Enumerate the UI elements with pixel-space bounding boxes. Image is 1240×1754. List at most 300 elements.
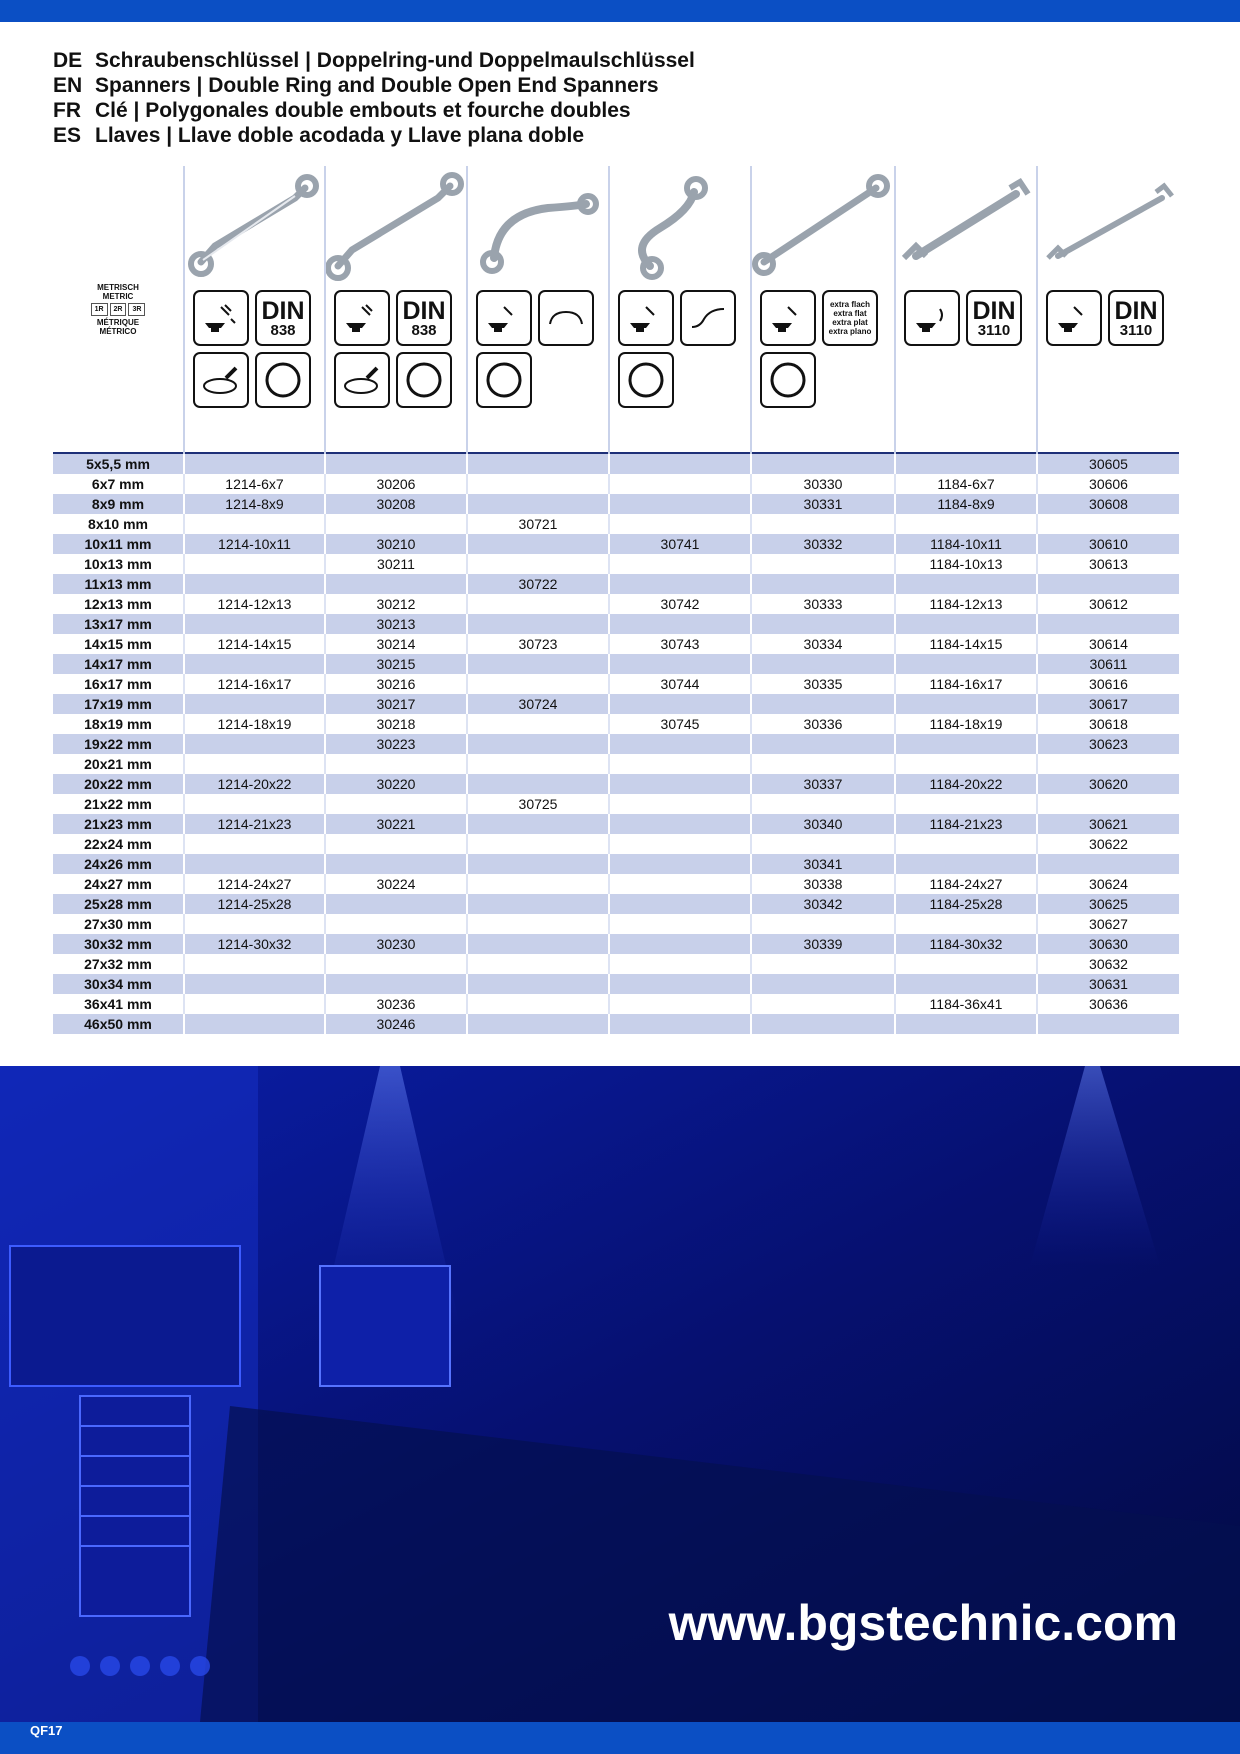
table-row xyxy=(53,494,1179,514)
article-number-cell: 30743 xyxy=(609,634,751,654)
table-row xyxy=(53,914,1179,934)
article-number-cell xyxy=(609,874,751,894)
article-number-cell: 30337 xyxy=(751,774,895,794)
article-number-cell xyxy=(467,474,609,494)
article-number-cell xyxy=(609,914,751,934)
table-row xyxy=(53,734,1179,754)
article-number-cell xyxy=(609,574,751,594)
article-number-cell xyxy=(609,1014,751,1034)
article-number-cell xyxy=(751,754,895,774)
article-number-cell xyxy=(609,554,751,574)
size-cell: 8x9 mm xyxy=(53,494,184,514)
article-number-cell: 30636 xyxy=(1037,994,1179,1014)
table-row xyxy=(53,854,1179,874)
slim-double-open-end-spanner-image xyxy=(1038,166,1179,286)
size-cell: 36x41 mm xyxy=(53,994,184,1014)
article-number-cell: 1214-12x13 xyxy=(184,594,325,614)
article-number-cell xyxy=(895,794,1037,814)
table-header-row xyxy=(53,166,1179,453)
article-number-cell xyxy=(751,1014,895,1034)
metric-badge: METRISCH METRIC 1R 2R 3R MÉTRIQUE MÉTRICO xyxy=(53,283,183,336)
table-row xyxy=(53,634,1179,654)
article-number-cell xyxy=(609,854,751,874)
article-number-cell: 30246 xyxy=(325,1014,467,1034)
article-number-cell: 30215 xyxy=(325,654,467,674)
din-838-badge: DIN 838 xyxy=(396,290,452,346)
column-head-4 xyxy=(609,166,751,453)
article-number-cell xyxy=(895,574,1037,594)
article-number-cell xyxy=(1037,1014,1179,1034)
article-number-cell: 1184-25x28 xyxy=(895,894,1037,914)
article-number-cell xyxy=(1037,574,1179,594)
article-number-cell xyxy=(895,654,1037,674)
article-number-cell xyxy=(184,554,325,574)
size-cell: 46x50 mm xyxy=(53,1014,184,1034)
article-number-cell xyxy=(325,514,467,534)
article-number-cell: 1184-30x32 xyxy=(895,934,1037,954)
article-number-cell xyxy=(184,834,325,854)
twelve-point-ring-icon xyxy=(618,352,674,408)
forged-anvil-icon xyxy=(1046,290,1102,346)
article-number-cell: 30218 xyxy=(325,714,467,734)
bottom-brand-bar xyxy=(0,1722,1240,1754)
article-number-cell xyxy=(325,574,467,594)
article-number-cell xyxy=(895,694,1037,714)
article-number-cell xyxy=(751,794,895,814)
size-cell: 10x13 mm xyxy=(53,554,184,574)
extra-flat-ring-spanner-image xyxy=(752,166,894,286)
size-cell: 6x7 mm xyxy=(53,474,184,494)
size-cell: 27x30 mm xyxy=(53,914,184,934)
article-number-cell xyxy=(609,934,751,954)
article-number-cell: 1184-10x13 xyxy=(895,554,1037,574)
column-head-3 xyxy=(467,166,609,453)
article-number-cell xyxy=(751,514,895,534)
article-number-cell xyxy=(184,914,325,934)
article-number-cell: 30624 xyxy=(1037,874,1179,894)
size-cell: 24x27 mm xyxy=(53,874,184,894)
article-number-cell: 30612 xyxy=(1037,594,1179,614)
s-shaped-ring-spanner-image xyxy=(610,166,750,286)
article-number-cell: 30745 xyxy=(609,714,751,734)
article-number-cell: 1184-10x11 xyxy=(895,534,1037,554)
article-number-cell: 30217 xyxy=(325,694,467,714)
size-cell: 27x32 mm xyxy=(53,954,184,974)
size-cell: 12x13 mm xyxy=(53,594,184,614)
article-number-cell: 30742 xyxy=(609,594,751,614)
column-head-2 xyxy=(325,166,467,453)
article-number-cell xyxy=(325,894,467,914)
article-number-cell: 30333 xyxy=(751,594,895,614)
article-number-cell xyxy=(467,534,609,554)
table-row xyxy=(53,614,1179,634)
article-number-cell xyxy=(467,754,609,774)
table-row xyxy=(53,834,1179,854)
offset-ring-icon xyxy=(193,352,249,408)
table-row xyxy=(53,934,1179,954)
size-cell: 21x23 mm xyxy=(53,814,184,834)
article-number-cell: 30627 xyxy=(1037,914,1179,934)
forged-anvil-icon xyxy=(618,290,674,346)
article-number-cell: 30631 xyxy=(1037,974,1179,994)
size-cell: 22x24 mm xyxy=(53,834,184,854)
column-head-6 xyxy=(895,166,1037,453)
article-number-cell: 1214-16x17 xyxy=(184,674,325,694)
article-number-cell xyxy=(467,874,609,894)
article-number-cell xyxy=(609,974,751,994)
article-number-cell xyxy=(184,974,325,994)
article-number-cell xyxy=(609,494,751,514)
table-row xyxy=(53,674,1179,694)
article-number-cell xyxy=(467,674,609,694)
article-number-cell: 30617 xyxy=(1037,694,1179,714)
table-row xyxy=(53,894,1179,914)
size-cell: 10x11 mm xyxy=(53,534,184,554)
article-number-cell: 30721 xyxy=(467,514,609,534)
table-row xyxy=(53,554,1179,574)
forged-anvil-icon xyxy=(760,290,816,346)
article-number-cell xyxy=(184,754,325,774)
article-number-cell: 1184-12x13 xyxy=(895,594,1037,614)
website-url[interactable]: www.bgstechnic.com xyxy=(668,1595,1178,1651)
offset-ring-icon xyxy=(334,352,390,408)
article-number-cell: 30625 xyxy=(1037,894,1179,914)
article-number-cell xyxy=(1037,854,1179,874)
table-row xyxy=(53,954,1179,974)
article-number-cell xyxy=(325,914,467,934)
double-ring-deep-offset-spanner-image xyxy=(326,166,466,286)
article-number-cell xyxy=(609,453,751,474)
din-3110-badge: DIN 3110 xyxy=(1108,290,1164,346)
article-number-cell: 30725 xyxy=(467,794,609,814)
article-number-cell: 30744 xyxy=(609,674,751,694)
article-number-cell: 1214-24x27 xyxy=(184,874,325,894)
article-number-cell xyxy=(467,934,609,954)
article-number-cell xyxy=(895,514,1037,534)
article-number-cell: 1184-21x23 xyxy=(895,814,1037,834)
article-number-cell: 30621 xyxy=(1037,814,1179,834)
table-row xyxy=(53,994,1179,1014)
article-number-cell xyxy=(184,694,325,714)
article-number-cell xyxy=(325,954,467,974)
article-number-cell: 30618 xyxy=(1037,714,1179,734)
article-number-cell: 30608 xyxy=(1037,494,1179,514)
article-number-cell: 30334 xyxy=(751,634,895,654)
article-number-cell xyxy=(467,954,609,974)
article-number-cell xyxy=(467,834,609,854)
article-number-cell xyxy=(467,774,609,794)
article-number-cell: 30632 xyxy=(1037,954,1179,974)
table-row xyxy=(53,714,1179,734)
article-number-cell: 30723 xyxy=(467,634,609,654)
article-number-cell: 1214-14x15 xyxy=(184,634,325,654)
article-number-cell xyxy=(1037,794,1179,814)
article-number-cell: 30330 xyxy=(751,474,895,494)
article-number-cell: 30741 xyxy=(609,534,751,554)
half-moon-shape-icon xyxy=(538,290,594,346)
article-number-cell: 30224 xyxy=(325,874,467,894)
article-number-cell xyxy=(895,754,1037,774)
size-cell: 18x19 mm xyxy=(53,714,184,734)
table-row xyxy=(53,654,1179,674)
size-cell: 5x5,5 mm xyxy=(53,453,184,474)
article-number-cell: 1214-10x11 xyxy=(184,534,325,554)
size-cell: 14x15 mm xyxy=(53,634,184,654)
article-number-cell xyxy=(325,453,467,474)
article-number-cell xyxy=(609,614,751,634)
article-number-cell xyxy=(184,514,325,534)
article-number-cell xyxy=(325,794,467,814)
article-number-cell xyxy=(895,1014,1037,1034)
article-number-cell xyxy=(895,854,1037,874)
article-number-cell: 1184-36x41 xyxy=(895,994,1037,1014)
forged-anvil-icon xyxy=(334,290,390,346)
article-number-cell: 30336 xyxy=(751,714,895,734)
article-number-cell xyxy=(609,954,751,974)
half-moon-ring-spanner-image xyxy=(468,166,608,286)
size-cell: 24x26 mm xyxy=(53,854,184,874)
article-number-cell xyxy=(467,594,609,614)
top-brand-bar xyxy=(0,0,1240,22)
article-number-cell: 30340 xyxy=(751,814,895,834)
article-number-cell xyxy=(895,734,1037,754)
article-number-cell: 30724 xyxy=(467,694,609,714)
article-number-cell xyxy=(184,654,325,674)
article-number-cell: 30614 xyxy=(1037,634,1179,654)
article-number-cell xyxy=(895,834,1037,854)
article-number-cell: 1214-25x28 xyxy=(184,894,325,914)
twelve-point-ring-icon xyxy=(760,352,816,408)
size-cell: 19x22 mm xyxy=(53,734,184,754)
article-number-cell: 30216 xyxy=(325,674,467,694)
article-number-cell: 30339 xyxy=(751,934,895,954)
article-number-cell xyxy=(609,754,751,774)
article-number-cell: 30606 xyxy=(1037,474,1179,494)
table-row xyxy=(53,514,1179,534)
article-number-cell xyxy=(184,854,325,874)
forged-anvil-icon xyxy=(193,290,249,346)
article-number-cell: 30236 xyxy=(325,994,467,1014)
article-number-cell: 1184-20x22 xyxy=(895,774,1037,794)
size-cell: 25x28 mm xyxy=(53,894,184,914)
article-number-cell xyxy=(325,974,467,994)
article-number-cell xyxy=(751,614,895,634)
size-cell: 21x22 mm xyxy=(53,794,184,814)
article-number-cell: 30342 xyxy=(751,894,895,914)
column-head-1 xyxy=(184,166,325,453)
article-number-cell xyxy=(184,794,325,814)
article-number-cell xyxy=(467,614,609,634)
article-number-cell xyxy=(467,814,609,834)
article-number-cell xyxy=(467,453,609,474)
article-number-cell xyxy=(467,914,609,934)
article-number-cell xyxy=(325,834,467,854)
article-number-cell xyxy=(467,554,609,574)
table-row xyxy=(53,474,1179,494)
article-number-cell: 30206 xyxy=(325,474,467,494)
article-number-cell xyxy=(609,734,751,754)
title-en: EN Spanners | Double Ring and Double Open End Spanners xyxy=(53,74,659,97)
article-number-cell xyxy=(609,894,751,914)
page-code: QF17 xyxy=(30,1723,63,1738)
article-number-cell: 30341 xyxy=(751,854,895,874)
article-number-cell: 30605 xyxy=(1037,453,1179,474)
column-head-5 xyxy=(751,166,895,453)
article-number-cell: 30213 xyxy=(325,614,467,634)
article-number-cell: 30230 xyxy=(325,934,467,954)
article-number-cell: 30331 xyxy=(751,494,895,514)
forged-anvil-icon xyxy=(476,290,532,346)
article-number-cell xyxy=(609,774,751,794)
table-row xyxy=(53,974,1179,994)
title-de: DE Schraubenschlüssel | Doppelring-und Doppelmaulschlüssel xyxy=(53,49,695,72)
article-number-cell: 1184-6x7 xyxy=(895,474,1037,494)
article-number-cell: 1184-24x27 xyxy=(895,874,1037,894)
article-number-cell xyxy=(751,834,895,854)
spanner-size-table xyxy=(53,166,1179,1034)
table-row xyxy=(53,754,1179,774)
table-row xyxy=(53,774,1179,794)
twelve-point-ring-icon xyxy=(476,352,532,408)
article-number-cell xyxy=(751,954,895,974)
table-row xyxy=(53,694,1179,714)
article-number-cell xyxy=(467,714,609,734)
article-number-cell: 30338 xyxy=(751,874,895,894)
size-cell: 20x22 mm xyxy=(53,774,184,794)
din-838-badge: DIN 838 xyxy=(255,290,311,346)
article-number-cell xyxy=(751,694,895,714)
size-cell: 8x10 mm xyxy=(53,514,184,534)
article-number-cell xyxy=(751,974,895,994)
article-number-cell xyxy=(751,734,895,754)
article-number-cell: 30332 xyxy=(751,534,895,554)
din-3110-badge: DIN 3110 xyxy=(966,290,1022,346)
table-row xyxy=(53,1014,1179,1034)
article-number-cell xyxy=(609,474,751,494)
article-number-cell xyxy=(609,834,751,854)
article-number-cell xyxy=(467,994,609,1014)
article-number-cell xyxy=(895,954,1037,974)
article-number-cell xyxy=(325,854,467,874)
article-number-cell: 30620 xyxy=(1037,774,1179,794)
article-number-cell: 1184-14x15 xyxy=(895,634,1037,654)
article-number-cell: 1214-6x7 xyxy=(184,474,325,494)
article-number-cell xyxy=(751,453,895,474)
title-block xyxy=(53,48,695,148)
article-number-cell: 1184-18x19 xyxy=(895,714,1037,734)
article-number-cell xyxy=(609,814,751,834)
s-shape-icon xyxy=(680,290,736,346)
article-number-cell xyxy=(1037,754,1179,774)
article-number-cell xyxy=(1037,614,1179,634)
metric-badge-cell xyxy=(53,166,184,453)
size-cell: 17x19 mm xyxy=(53,694,184,714)
article-number-cell xyxy=(325,754,467,774)
table-row xyxy=(53,453,1179,474)
article-number-cell xyxy=(751,554,895,574)
article-number-cell: 30616 xyxy=(1037,674,1179,694)
article-number-cell: 1184-8x9 xyxy=(895,494,1037,514)
forged-anvil-icon xyxy=(904,290,960,346)
article-number-cell xyxy=(184,734,325,754)
article-number-cell: 30630 xyxy=(1037,934,1179,954)
twelve-point-ring-icon xyxy=(255,352,311,408)
size-cell: 13x17 mm xyxy=(53,614,184,634)
extra-flat-badge: extra flach extra flat extra plat extra plano xyxy=(822,290,878,346)
article-number-cell xyxy=(609,694,751,714)
article-number-cell xyxy=(467,1014,609,1034)
article-number-cell xyxy=(609,654,751,674)
article-number-cell: 30610 xyxy=(1037,534,1179,554)
article-number-cell: 30623 xyxy=(1037,734,1179,754)
article-number-cell: 30335 xyxy=(751,674,895,694)
article-number-cell: 1214-20x22 xyxy=(184,774,325,794)
article-number-cell: 1214-30x32 xyxy=(184,934,325,954)
article-number-cell xyxy=(184,453,325,474)
size-cell: 20x21 mm xyxy=(53,754,184,774)
article-number-cell xyxy=(751,914,895,934)
column-head-7 xyxy=(1037,166,1179,453)
table-row xyxy=(53,574,1179,594)
article-number-cell: 30220 xyxy=(325,774,467,794)
size-cell: 30x34 mm xyxy=(53,974,184,994)
article-number-cell xyxy=(184,1014,325,1034)
title-fr: FR Clé | Polygonales double embouts et fourche doubles xyxy=(53,99,631,122)
table-row xyxy=(53,534,1179,554)
article-number-cell xyxy=(184,574,325,594)
article-number-cell: 1214-21x23 xyxy=(184,814,325,834)
double-ring-offset-spanner-image xyxy=(185,166,324,286)
article-number-cell: 30622 xyxy=(1037,834,1179,854)
article-number-cell: 30210 xyxy=(325,534,467,554)
article-number-cell: 1214-8x9 xyxy=(184,494,325,514)
article-number-cell xyxy=(467,734,609,754)
table-row xyxy=(53,594,1179,614)
article-number-cell xyxy=(467,854,609,874)
table-row xyxy=(53,874,1179,894)
article-number-cell: 30211 xyxy=(325,554,467,574)
article-number-cell xyxy=(609,514,751,534)
article-number-cell: 30223 xyxy=(325,734,467,754)
double-open-end-spanner-image xyxy=(896,166,1036,286)
size-cell: 14x17 mm xyxy=(53,654,184,674)
article-number-cell: 1214-18x19 xyxy=(184,714,325,734)
article-number-cell xyxy=(895,614,1037,634)
article-number-cell: 30212 xyxy=(325,594,467,614)
article-number-cell xyxy=(467,494,609,514)
article-number-cell xyxy=(895,914,1037,934)
article-number-cell: 30611 xyxy=(1037,654,1179,674)
article-number-cell xyxy=(895,453,1037,474)
article-number-cell xyxy=(751,574,895,594)
article-number-cell: 30722 xyxy=(467,574,609,594)
article-number-cell xyxy=(184,614,325,634)
article-number-cell: 30208 xyxy=(325,494,467,514)
article-number-cell xyxy=(467,974,609,994)
article-number-cell xyxy=(467,654,609,674)
article-number-cell: 30214 xyxy=(325,634,467,654)
article-number-cell xyxy=(184,954,325,974)
article-number-cell xyxy=(609,794,751,814)
article-number-cell: 1184-16x17 xyxy=(895,674,1037,694)
article-number-cell xyxy=(609,994,751,1014)
article-number-cell: 30221 xyxy=(325,814,467,834)
article-number-cell xyxy=(751,994,895,1014)
size-cell: 30x32 mm xyxy=(53,934,184,954)
article-number-cell xyxy=(184,994,325,1014)
twelve-point-ring-icon xyxy=(396,352,452,408)
article-number-cell xyxy=(1037,514,1179,534)
